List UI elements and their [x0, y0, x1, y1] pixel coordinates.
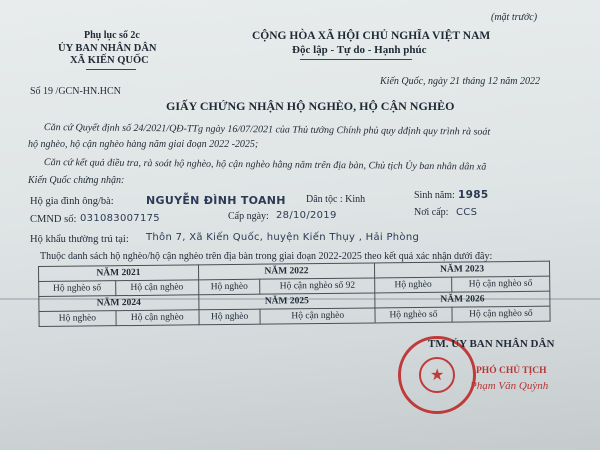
id-value: 031083007175: [80, 213, 160, 224]
year-2023-header: NĂM 2023: [375, 261, 550, 278]
nation-line2: Độc lập - Tự do - Hạnh phúc: [292, 44, 427, 56]
doc-number: Số 19 /GCN-HN.HCN: [30, 86, 121, 97]
head-value: NGUYỄN ĐÌNH TOANH: [146, 194, 286, 207]
official-seal-icon: ★: [398, 336, 476, 414]
signature-name: Phạm Văn Quỳnh: [470, 380, 549, 392]
birth-value: 1985: [458, 189, 489, 201]
table-cell: Hộ nghèo: [39, 311, 116, 327]
year-2022-header: NĂM 2022: [198, 263, 374, 280]
table-cell: Hộ nghèo số: [375, 307, 452, 323]
year-2021-header: NĂM 2021: [39, 265, 199, 282]
list-intro: Thuộc danh sách hộ nghèo/hộ cận nghèo trên địa bàn trong giai đoạn 2022-2025 theo kết quả xác nhận dưới đây:: [40, 251, 493, 262]
signature-role: PHÓ CHỦ TỊCH: [476, 366, 547, 376]
year-2025-header: NĂM 2025: [199, 293, 375, 310]
issued-place-value: CCS: [456, 207, 478, 218]
basis-1-line1: Căn cứ Quyết định số 24/2021/QĐ-TTg ngày 16/07/2021 của Thủ tướng Chính phủ quy dđịnh quy trình rà soát: [43, 122, 491, 138]
issued-date-label: Cấp ngày:: [228, 211, 269, 222]
document-title: GIẤY CHỨNG NHẬN HỘ NGHÈO, HỘ CẬN NGHÈO: [166, 99, 455, 113]
basis-1-line2: hộ nghèo, hộ cận nghèo hàng năm giai đoạn 2022 -2025;: [28, 139, 259, 150]
basis-2-line2: Kiến Quốc chứng nhận:: [28, 175, 125, 186]
signature-org: TM. ỦY BAN NHÂN DÂN: [428, 338, 555, 350]
table-cell: Hộ nghèo: [375, 277, 452, 293]
table-cell: Hộ nghèo: [198, 279, 260, 295]
table-cell: Hộ cận nghèo: [260, 308, 375, 324]
issuer-underline: [86, 69, 136, 70]
table-cell: Hộ nghèo số: [39, 281, 116, 297]
corner-note: (mặt trước): [491, 12, 538, 23]
id-label: CMND số:: [30, 214, 77, 225]
year-2024-header: NĂM 2024: [39, 295, 199, 312]
issuer-line1: ỦY BAN NHÂN DÂN: [58, 43, 157, 54]
poverty-status-table: [38, 261, 551, 327]
table-cell: Hộ nghèo: [199, 309, 261, 325]
table-cell: Hộ cận nghèo số 92: [260, 278, 375, 294]
issuer-line2: XÃ KIẾN QUỐC: [70, 55, 149, 66]
year-2026-header: NĂM 2026: [375, 291, 550, 308]
place-date: Kiến Quốc, ngày 21 tháng 12 năm 2022: [380, 76, 540, 87]
nation-line1: CỘNG HÒA XÃ HỘI CHỦ NGHĨA VIỆT NAM: [252, 30, 491, 42]
appendix-label: Phụ lục số 2c: [84, 30, 140, 41]
issued-place-label: Nơi cấp:: [414, 207, 449, 218]
ethnic-label: Dân tộc : Kinh: [306, 194, 366, 205]
table-cell: Hộ cận nghèo: [115, 280, 198, 296]
birth-label: Sinh năm:: [414, 190, 455, 201]
basis-2-line1: Căn cứ kết quả điều tra, rà soát hộ nghèo, hộ cận nghèo hằng năm trên địa bàn, Chủ tịch Ủy ban nhân dân xã: [43, 157, 487, 173]
nation-underline: [300, 59, 412, 60]
address-value: Thôn 7, Xã Kiến Quốc, huyện Kiến Thụy , Hải Phòng: [146, 232, 420, 243]
table-cell: Hộ cận nghèo số: [451, 276, 549, 292]
head-label: Hộ gia đình ông/bà:: [30, 196, 114, 207]
issued-date-value: 28/10/2019: [276, 210, 337, 221]
address-label: Hộ khẩu thường trú tại:: [30, 234, 129, 245]
table-cell: Hộ cận nghèo: [116, 310, 199, 326]
table-cell: Hộ cận nghèo số: [452, 306, 550, 322]
